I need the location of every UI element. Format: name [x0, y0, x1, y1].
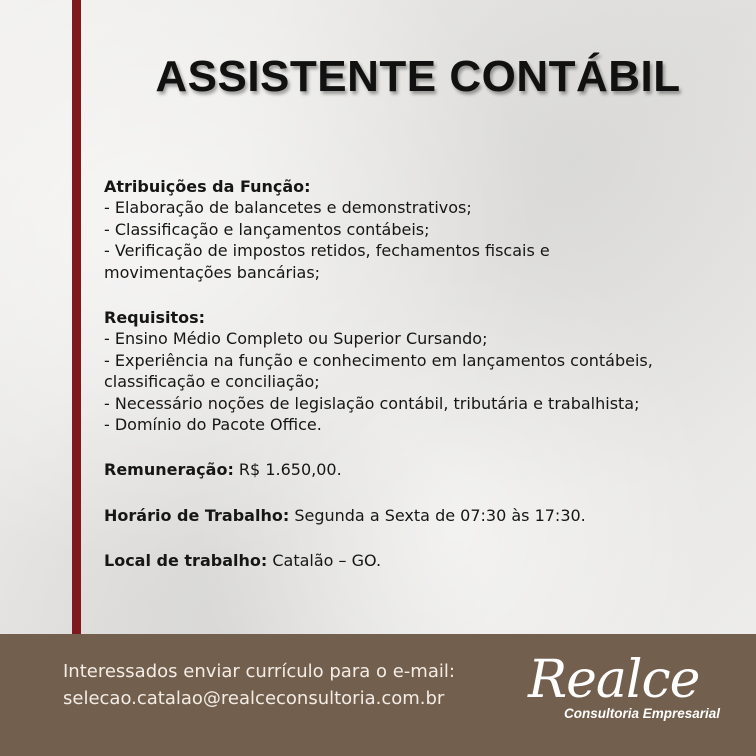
contact-instruction: Interessados enviar currículo para o e-mail: [63, 661, 455, 682]
logo-wordmark: Realce [528, 650, 700, 710]
remuneracao-label: Remuneração: [104, 460, 234, 480]
horario-value: Segunda a Sexta de 07:30 às 17:30. [289, 505, 586, 525]
requisito-item: - Experiência na função e conhecimento em lançamentos contábeis, [104, 350, 653, 370]
remuneracao-line [104, 459, 754, 480]
logo-subtitle: Consultoria Empresarial [564, 706, 721, 721]
requisito-item: - Ensino Médio Completo ou Superior Cursando; [104, 329, 488, 349]
footer-banner [0, 634, 756, 756]
remuneracao-value: R$ 1.650,00. [233, 460, 342, 480]
requisitos-heading: Requisitos: [104, 308, 206, 328]
requisito-item: - Domínio do Pacote Office. [104, 415, 322, 435]
atribuicao-item: - Elaboração de balancetes e demonstrativos; [104, 198, 472, 218]
contact-info [63, 658, 455, 712]
contact-email[interactable]: selecao.catalao@realceconsultoria.com.br [63, 688, 445, 709]
page-title: ASSISTENTE CONTÁBIL [155, 52, 681, 101]
atribuicoes-heading: Atribuições da Função: [104, 177, 311, 196]
requisito-item: classificação e conciliação; [104, 372, 320, 392]
atribuicao-item: - Verificação de impostos retidos, fechamentos fiscais e [104, 241, 550, 261]
requisito-item: - Necessário noções de legislação contábil, tributária e trabalhista; [104, 393, 640, 413]
local-value: Catalão – GO. [267, 551, 382, 571]
job-description [104, 176, 754, 572]
realce-logo [528, 648, 728, 738]
atribuicao-item: - Classificação e lançamentos contábeis; [104, 219, 430, 239]
atribuicao-item: movimentações bancárias; [104, 262, 321, 282]
horario-label: Horário de Trabalho: [104, 505, 290, 525]
local-label: Local de trabalho: [104, 551, 268, 571]
horario-line [104, 505, 754, 526]
local-line [104, 550, 754, 571]
